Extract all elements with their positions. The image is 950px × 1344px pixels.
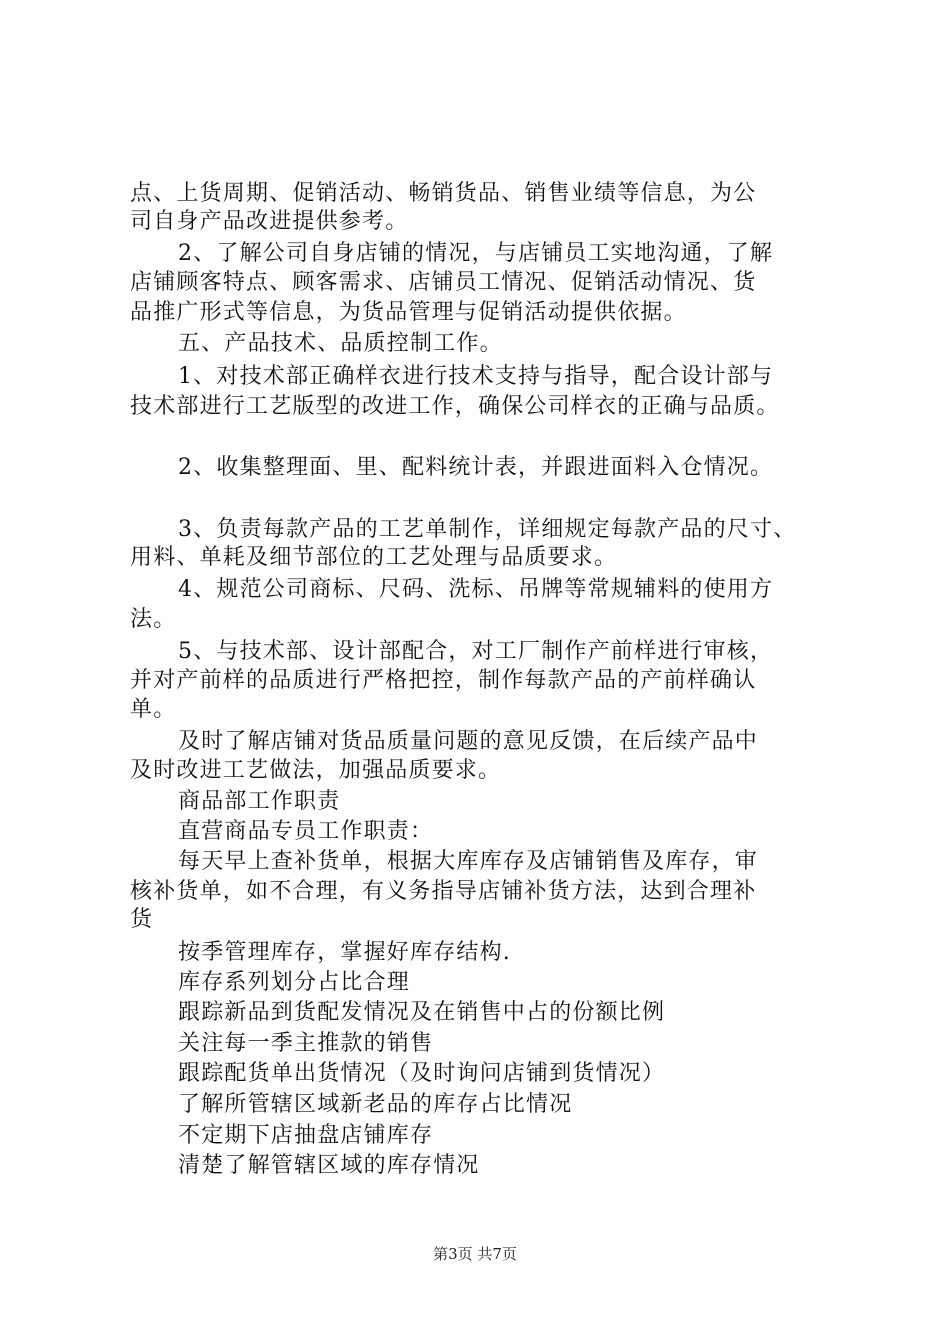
text-line: 司自身产品改进提供参考。 (130, 209, 409, 234)
text-line: 商品部工作职责 (178, 789, 341, 814)
text-line: 不定期下店抽盘店铺库存 (178, 1123, 434, 1148)
text-line: 5、与技术部、设计部配合，对工厂制作产前样进行审核， (178, 639, 774, 664)
text-line: 直营商品专员工作职责： (178, 819, 434, 844)
text-line: 1、对技术部正确样衣进行技术支持与指导，配合设计部与 (178, 364, 774, 389)
text-line: 2、收集整理面、里、配料统计表，并跟进面料入仓情况。 (178, 455, 774, 480)
text-line: 及时了解店铺对货品质量问题的意见反馈，在后续产品中 (178, 729, 759, 754)
text-line: 货 (130, 907, 154, 932)
page-number-footer: 第3页 共7页 (433, 1245, 517, 1263)
text-line: 点、上货周期、促销活动、畅销货品、销售业绩等信息，为公 (130, 181, 757, 206)
text-line: 及时改进工艺做法，加强品质要求。 (130, 758, 502, 783)
text-line: 每天早上查补货单，根据大库库存及店铺销售及库存，审 (178, 849, 759, 874)
text-line: 跟踪配货单出货情况（及时询问店铺到货情况） (178, 1061, 666, 1086)
text-line: 跟踪新品到货配发情况及在销售中占的份额比例 (178, 1000, 666, 1025)
text-line: 五、产品技术、品质控制工作。 (178, 331, 503, 356)
text-line: 库存系列划分占比合理 (178, 970, 411, 995)
text-line: 关注每一季主推款的销售 (178, 1031, 434, 1056)
text-line: 单。 (130, 697, 177, 722)
text-line: 法。 (130, 607, 177, 632)
text-line: 清楚了解管辖区域的库存情况 (178, 1153, 480, 1178)
text-line: 并对产前样的品质进行严格把控，制作每款产品的产前样确认 (130, 668, 757, 693)
text-line: 核补货单，如不合理，有义务指导店铺补货方法，达到合理补 (130, 879, 757, 904)
text-line: 用料、单耗及细节部位的工艺处理与品质要求。 (130, 545, 618, 570)
text-line: 按季管理库存，掌握好库存结构. (178, 940, 511, 965)
text-line: 店铺顾客特点、顾客需求、店铺员工情况、促销活动情况、货 (130, 270, 757, 295)
text-line: 3、负责每款产品的工艺单制作，详细规定每款产品的尺寸、 (178, 517, 797, 542)
text-line: 了解所管辖区域新老品的库存占比情况 (178, 1092, 573, 1117)
text-line: 品推广形式等信息，为货品管理与促销活动提供依据。 (130, 300, 687, 325)
text-line: 2、了解公司自身店铺的情况，与店铺员工实地沟通，了解 (178, 241, 774, 266)
text-line: 技术部进行工艺版型的改进工作，确保公司样衣的正确与品质。 (130, 394, 780, 419)
text-line: 4、规范公司商标、尺码、洗标、吊牌等常规辅料的使用方 (178, 577, 774, 602)
